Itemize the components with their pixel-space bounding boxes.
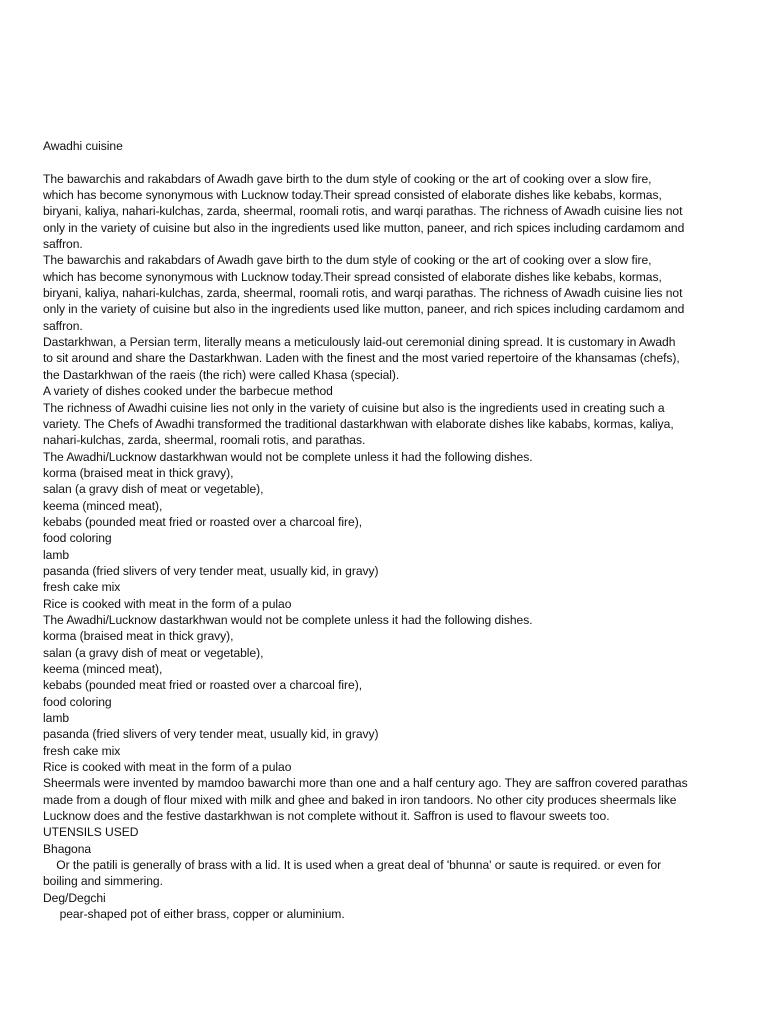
- list-item: kebabs (pounded meat fried or roasted over a charcoal fire),: [43, 678, 363, 693]
- document-title: Awadhi cuisine: [43, 139, 123, 153]
- list-item: food coloring: [43, 531, 112, 546]
- list-item: korma (braised meat in thick gravy),: [43, 465, 234, 480]
- document-body: [43, 138, 743, 923]
- paragraph: Dastarkhwan, a Persian term, literally means a meticulously laid-out ceremonial dining spread. It is customary in Awadh to sit around and share the Dastarkhwan. Laden with the finest and the most varied repertoire of the khansamas (chefs), the Dastarkhwan of the raeis (the rich) were called Khasa (special).: [43, 335, 680, 382]
- paragraph: The richness of Awadhi cuisine lies not only in the variety of cuisine but also is the ingredients used in creating such a variety. The Chefs of Awadhi transformed the traditional dastarkhwan with elaborate dishes like kababs, kormas, kaliya, nahari-kulchas, zarda, sheermal, roomali rotis, and parathas.: [43, 400, 674, 448]
- utensil-name: Deg/Degchi: [43, 890, 106, 905]
- list-item: Rice is cooked with meat in the form of a pulao: [43, 760, 292, 775]
- list-item: lamb: [43, 547, 70, 562]
- paragraph: The bawarchis and rakabdars of Awadh gave birth to the dum style of cooking or the art of cooking over a slow fire, which has become synonymous with Lucknow today.Their spread consisted of elaborate dishes like kebabs, kormas, biryani, kaliya, nahari-kulchas, zarda, sheermal, roomali rotis, and warqi parathas. The richness of Awadh cuisine lies not only in the variety of cuisine but also in the ingredients used like mutton, paneer, and rich spices including cardamom and saffron.: [43, 171, 685, 252]
- blank-line: [43, 154, 743, 170]
- utensil-description: Or the patili is generally of brass with a lid. It is used when a great deal of 'bhunna' or saute is required. or even for boiling and simmering.: [43, 858, 662, 889]
- list-item: korma (braised meat in thick gravy),: [43, 629, 234, 644]
- list-item: Rice is cooked with meat in the form of a pulao: [43, 596, 292, 611]
- list-item: food coloring: [43, 694, 112, 709]
- paragraph: The bawarchis and rakabdars of Awadh gave birth to the dum style of cooking or the art of cooking over a slow fire, which has become synonymous with Lucknow today.Their spread consisted of elaborate dishes like kebabs, kormas, biryani, kaliya, nahari-kulchas, zarda, sheermal, roomali rotis, and warqi parathas. The richness of Awadh cuisine lies not only in the variety of cuisine but also in the ingredients used like mutton, paneer, and rich spices including cardamom and saffron.: [43, 253, 685, 333]
- paragraph: The Awadhi/Lucknow dastarkhwan would not be complete unless it had the following dishes.: [43, 449, 533, 464]
- utensil-description: pear-shaped pot of either brass, copper or aluminium.: [43, 907, 345, 922]
- paragraph: A variety of dishes cooked under the barbecue method: [43, 384, 333, 399]
- list-item: pasanda (fried slivers of very tender meat, usually kid, in gravy): [43, 727, 379, 742]
- paragraph: The Awadhi/Lucknow dastarkhwan would not be complete unless it had the following dishes.: [43, 612, 533, 627]
- list-item: fresh cake mix: [43, 580, 121, 595]
- list-item: fresh cake mix: [43, 743, 121, 758]
- list-item: keema (minced meat),: [43, 662, 163, 676]
- list-item: salan (a gravy dish of meat or vegetable),: [43, 482, 264, 497]
- list-item: salan (a gravy dish of meat or vegetable),: [43, 645, 264, 660]
- list-item: keema (minced meat),: [43, 498, 163, 513]
- list-item: kebabs (pounded meat fried or roasted over a charcoal fire),: [43, 514, 363, 529]
- list-item: pasanda (fried slivers of very tender meat, usually kid, in gravy): [43, 563, 379, 578]
- paragraph: Sheermals were invented by mamdoo bawarchi more than one and a half century ago. They are saffron covered parathas made from a dough of flour mixed with milk and ghee and baked in iron tandoors. No other city produces sheermals like Lucknow does and the festive dastarkhwan is not complete without it. Saffron is used to flavour sweets too.: [43, 776, 688, 824]
- section-heading: UTENSILS USED: [43, 825, 139, 840]
- utensil-name: Bhagona: [43, 841, 92, 856]
- list-item: lamb: [43, 711, 70, 726]
